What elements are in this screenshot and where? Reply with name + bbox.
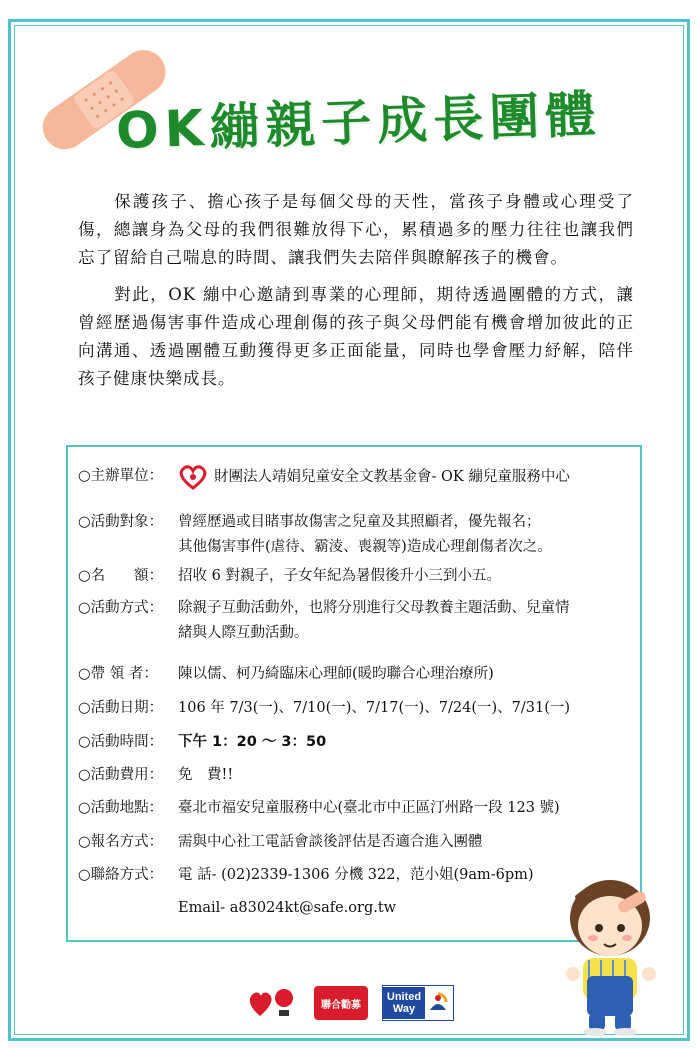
time-row [78, 730, 326, 755]
target-row [78, 510, 552, 560]
quota-row [78, 564, 501, 589]
united-way-hand-icon [425, 988, 451, 1018]
method-line-2: 緒與人際互動活動。 [178, 625, 309, 641]
organizer-row [78, 464, 570, 490]
leader-label: ○帶 領 者： [78, 666, 158, 682]
method-row [78, 596, 570, 646]
fee-row [78, 763, 233, 788]
organizer-value: 財團法人靖娟兒童安全文教基金會- OK 繃兒童服務中心 [214, 469, 570, 485]
contact-phone: 電 話- (02)2339-1306 分機 322，范小姐(9am-6pm) [178, 867, 534, 883]
method-label: ○活動方式： [78, 600, 164, 616]
leader-row [78, 662, 494, 687]
quota-value: 招收 6 對親子，子女年紀為暑假後升小三到小五。 [178, 568, 501, 584]
quota-label: ○名 額： [78, 568, 164, 584]
contact-row [78, 863, 534, 921]
sponsor-logos [246, 985, 454, 1021]
foundation-logo-icon [246, 986, 300, 1020]
time-value: 下午 1：20 ～ 3：50 [178, 734, 327, 750]
contact-email[interactable]: Email- a83024kt@safe.org.tw [178, 900, 397, 916]
boy-illustration [555, 866, 665, 1036]
signup-label: ○報名方式： [78, 834, 164, 850]
intro-paragraph-1: 保護孩子、擔心孩子是每個父母的天性，當孩子身體或心理受了傷，總讓身為父母的我們很難放得下心，累積過多的壓力往往也讓我們忘了留給自己喘息的時間、讓我們失去陪伴與瞭解孩子的機會。 [78, 192, 634, 267]
date-label: ○活動日期： [78, 700, 164, 716]
target-line-1: 曾經歷過或目睹事故傷害之兒童及其照顧者，優先報名； [178, 514, 541, 530]
signup-value: 需與中心社工電話會談後評估是否適合進入團體 [178, 834, 483, 850]
leader-value: 陳以儒、柯乃綺臨床心理師(暖昀聯合心理治療所) [178, 666, 494, 682]
place-row [78, 796, 560, 821]
target-line-2: 其他傷害事件(虐待、霸淩、喪親等)造成心理創傷者次之。 [178, 539, 552, 555]
method-line-1: 除親子互動活動外，也將分別進行父母教養主題活動、兒童情 [178, 600, 570, 616]
date-value: 106 年 7/3(一)、7/10(一)、7/17(一)、7/24(一)、7/31(一) [178, 700, 571, 716]
heart-logo-icon [178, 464, 208, 490]
place-label: ○活動地點： [78, 800, 164, 816]
time-label: ○活動時間： [78, 734, 164, 750]
fee-value: 免 費!! [178, 767, 234, 783]
united-way-text: United Way [383, 987, 425, 1019]
signup-row [78, 830, 483, 855]
fee-label: ○活動費用： [78, 767, 164, 783]
target-label: ○活動對象： [78, 514, 164, 530]
page-title: OK繃親子成長團體 [115, 85, 603, 161]
united-way-logo [382, 985, 454, 1021]
contact-label: ○聯絡方式： [78, 867, 164, 883]
organizer-label: ○主辦單位： [78, 468, 164, 484]
place-value: 臺北市福安兒童服務中心(臺北市中正區汀州路一段 123 號) [178, 800, 560, 816]
intro-paragraph-2: 對此，OK 繃中心邀請到專業的心理師，期待透過團體的方式，讓曾經歷過傷害事件造成心理創傷的孩子與父母們能有機會增加彼此的正向溝通、透過團體互動獲得更多正面能量，同時也學會壓力紓解，陪伴孩子健康快樂成長。 [78, 285, 634, 388]
lianhe-logo: 聯合勸募 [314, 986, 368, 1020]
intro-text [78, 188, 634, 402]
organizer-value-wrap [178, 464, 570, 490]
date-row [78, 696, 570, 721]
